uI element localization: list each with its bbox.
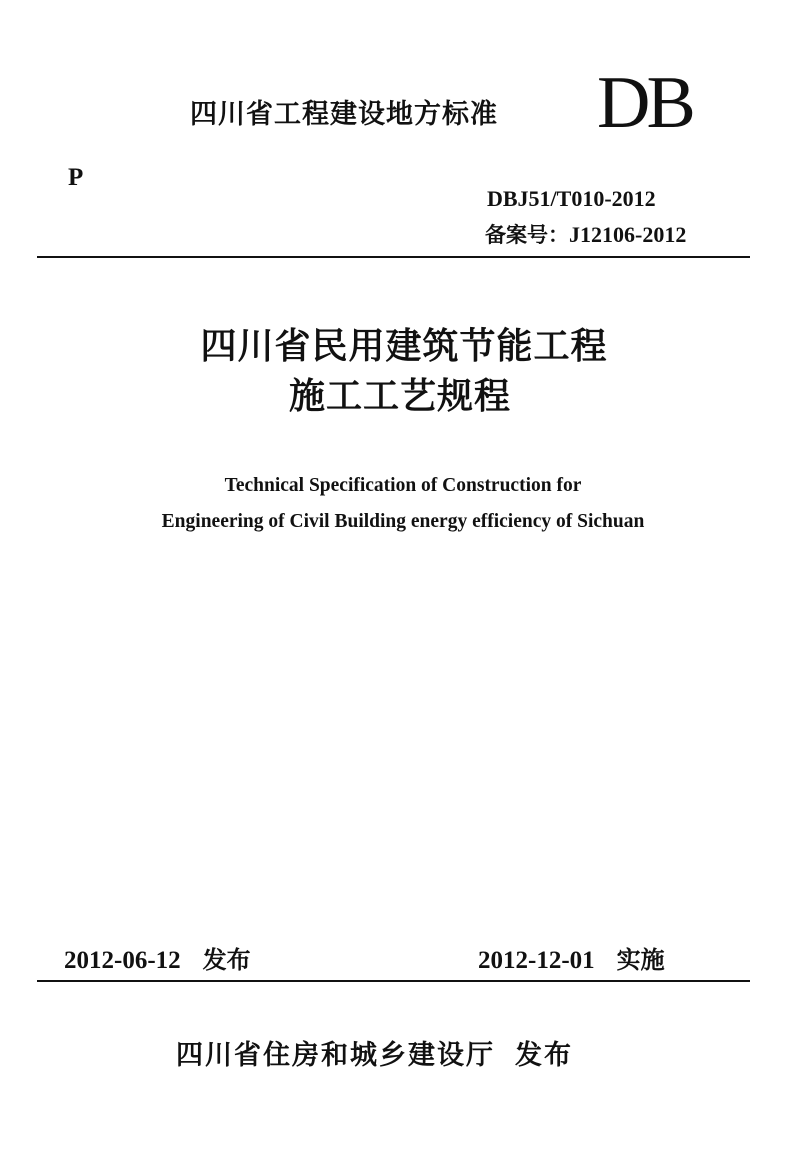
standard-type-heading: 四川省工程建设地方标准 xyxy=(190,99,498,130)
title-zh-line-1: 四川省民用建筑节能工程 xyxy=(200,326,608,367)
record-number: J12106-2012 xyxy=(569,222,687,247)
publisher-line xyxy=(176,1033,573,1072)
record-label: 备案号： xyxy=(485,223,569,247)
title-zh-line-2: 施工工艺规程 xyxy=(288,376,511,417)
implement-label: 实施 xyxy=(616,946,665,974)
implement-date-block xyxy=(478,940,665,975)
record-line xyxy=(485,219,686,249)
db-logo: DB xyxy=(597,62,692,144)
category-code: P xyxy=(68,164,84,191)
standard-number: DBJ51/T010-2012 xyxy=(487,186,656,211)
title-en-line-1: Technical Specification of Construction for xyxy=(224,475,582,496)
implement-date: 2012-12-01 xyxy=(478,947,595,974)
title-en-line-2: Engineering of Civil Building energy efficiency of Sichuan xyxy=(161,511,645,532)
publisher-action: 发布 xyxy=(515,1040,573,1071)
issue-date-block xyxy=(64,940,251,975)
issue-label: 发布 xyxy=(202,946,251,974)
bottom-divider xyxy=(37,980,750,982)
issue-date: 2012-06-12 xyxy=(64,947,181,974)
publisher-name: 四川省住房和城乡建设厅 xyxy=(176,1040,495,1071)
top-divider xyxy=(37,256,750,258)
